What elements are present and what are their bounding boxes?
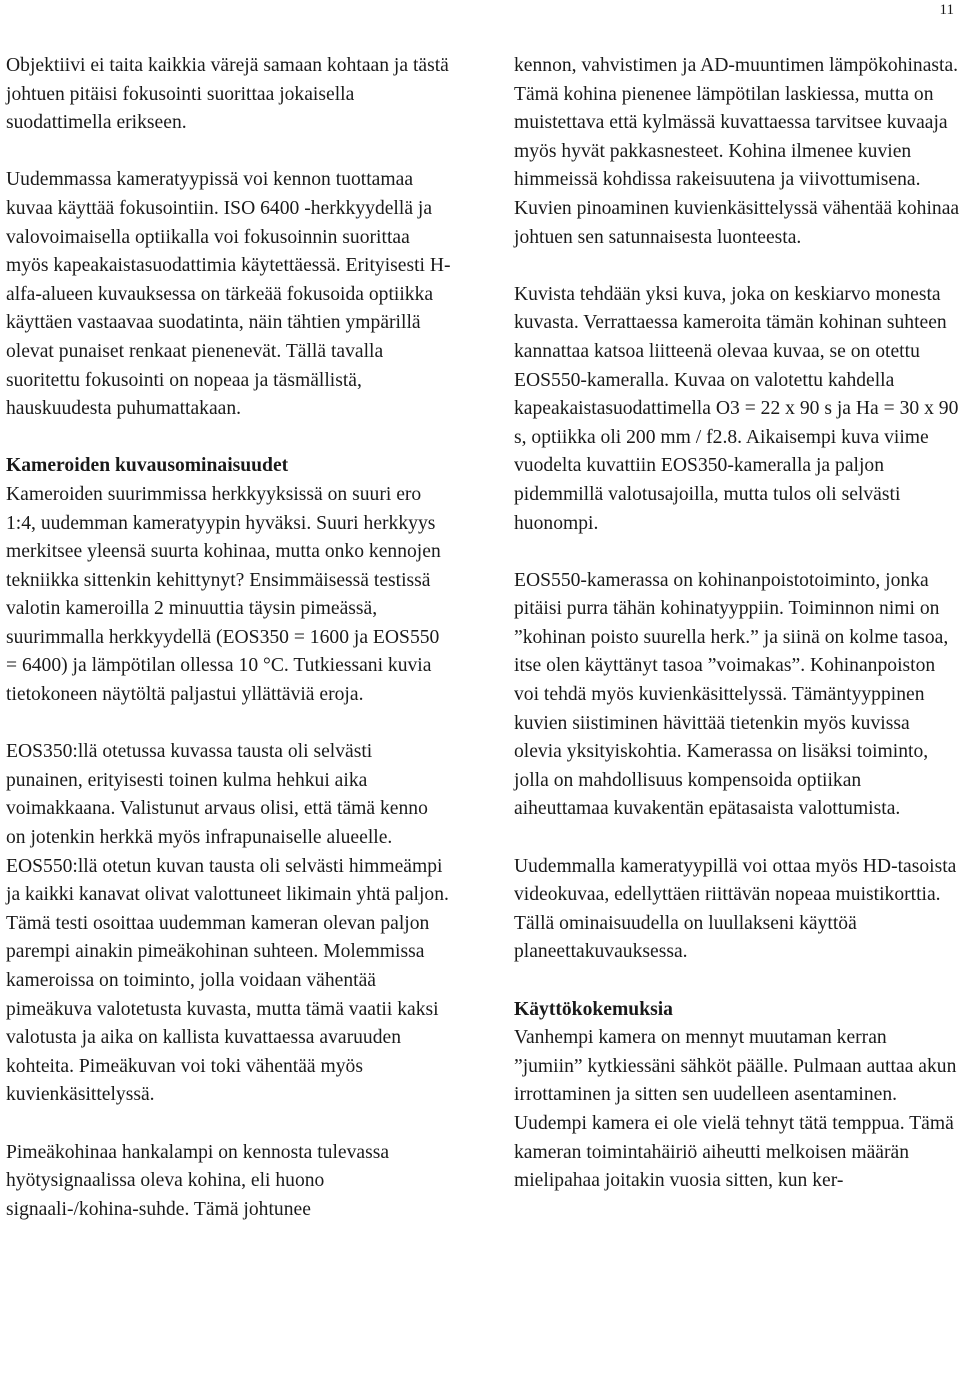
section-heading: Kameroiden kuvausominaisuudet: [6, 455, 289, 477]
paragraph: Uudemmassa kameratyypissä voi kennon tuottamaa kuvaa käyttää fokusointiin. ISO 6400 -herkkyydellä ja valovoimaisella optiikalla voi fokusoinnin suorittaa myös kapeakaistasuodattimia käytettäessä. Erityisesti H-alfa-alueen kuvauksessa on tärkeää fokusoida optiikka käyttäen vastaavaa suodatinta, näin tähtien ympärillä olevat punaiset renkaat pienenevät. Tällä tavalla suoritettu fokusointi on nopeaa ja täsmällistä, hauskuudesta puhumattakaan.: [6, 169, 451, 420]
paragraph: Kameroiden suurimmissa herkkyyksissä on suuri ero 1:4, uudemman kameratyypin hyväksi. Suuri herkkyys merkitsee yleensä suurta kohinaa, mutta onko kennojen tekniikka sittenkin kehittynyt? Ensimmäisessä testissä valotin kameroilla 2 minuuttia täysin pimeässä, suurimmalla herkkyydellä (EOS350 = 1600 ja EOS550 = 6400) ja lämpötilan ollessa 10 °C. Tutkiessani kuvia tietokoneen näytöltä paljastui yllättäviä eroja.: [6, 483, 441, 706]
paragraph: Kuvista tehdään yksi kuva, joka on keskiarvo monesta kuvasta. Verrattaessa kameroita tämän kohinan suhteen kannattaa katsoa liitteenä olevaa kuvaa, se on otettu EOS550-kameralla. Kuvaa on valotettu kahdella kapeakaistasuodattimella O3 = 22 x 90 s ja Ha = 30 x 90 s, optiikka oli 200 mm / f2.8. Aikaisempi kuva viime vuodelta kuvattiin EOS350-kameralla ja paljon pidemmillä valotusajoilla, mutta tulos oli selvästi huonompi.: [514, 283, 959, 534]
paragraph: Pimeäkohinaa hankalampi on kennosta tulevassa hyötysignaalissa oleva kohina, eli huono signaali-/kohina-suhde. Tämä johtunee: [6, 1141, 390, 1220]
page-number: 11: [939, 2, 954, 18]
section-heading: Käyttökokemuksia: [514, 998, 673, 1020]
paragraph: Objektiivi ei taita kaikkia värejä samaan kohtaan ja tästä johtuen pitäisi fokusointi suorittaa jokaisella suodattimella erikseen.: [6, 55, 449, 134]
left-column: [6, 52, 452, 1224]
paragraph: Vanhempi kamera on mennyt muutaman kerran ”jumiin” kytkiessäni sähköt päälle. Pulmaan auttaa akun irrottaminen ja sitten sen uudelleen asentaminen. Uudempi kamera ei ole vielä tehnyt tätä temppua. Tämä kameran toimintahäiriö aiheutti melkoisen määrän mielipahaa joitakin vuosia sitten, kun ker-: [514, 1027, 957, 1192]
paragraph: EOS350:llä otetussa kuvassa tausta oli selvästi punainen, erityisesti toinen kulma hehkui aika voimakkaana. Valistunut arvaus olisi, että tämä kenno on jotenkin herkkä myös infrapunaiselle alueelle. EOS550:llä otetun kuvan tausta oli selvästi himmeämpi ja kaikki kanavat olivat valottuneet likimain yhtä paljon. Tämä testi osoittaa uudemman kameran olevan paljon parempi ainakin pimeäkohinan suhteen. Molemmissa kameroissa on toiminto, jolla voidaan vähentää pimeäkuva valotetusta kuvasta, mutta tämä vaatii kaksi valotusta ja aika on kallista kuvattaessa avaruuden kohteita. Pimeäkuvan voi toki vähentää myös kuvienkäsittelyssä.: [6, 741, 449, 1106]
paragraph: EOS550-kamerassa on kohinanpoistotoiminto, jonka pitäisi purra tähän kohinatyyppiin. Toiminnon nimi on ”kohinan poisto suurella herk.” ja siinä on kolme tasoa, itse olen käyttänyt tasoa ”voimakas”. Kohinanpoiston voi tehdä myös kuvienkäsittelyssä. Tämäntyyppinen kuvien siistiminen hävittää tietenkin myös kuvissa olevia yksityiskohtia. Kamerassa on lisäksi toiminto, jolla on mahdollisuus kompensoida optiikan aiheuttamaa kuvakentän epätasaista valottumista.: [514, 569, 949, 820]
right-column: [514, 52, 960, 1196]
paragraph: Uudemmalla kameratyypillä voi ottaa myös HD-tasoista videokuvaa, edellyttäen riittävän nopeaa muistikorttia. Tällä ominaisuudella on luullakseni käyttöä planeettakuvauksessa.: [514, 855, 957, 963]
paragraph: kennon, vahvistimen ja AD-muuntimen lämpökohinasta. Tämä kohina pienenee lämpötilan laskiessa, mutta on muistettava että kylmässä kuvattaessa tarvitsee kuvaaja myös hyvät pakkasnesteet. Kohina ilmenee kuvien himmeissä kohdissa rakeisuutena ja viivottumisena. Kuvien pinoaminen kuvienkäsittelyssä vähentää kohinaa johtuen sen satunnaisesta luonteesta.: [514, 55, 960, 248]
